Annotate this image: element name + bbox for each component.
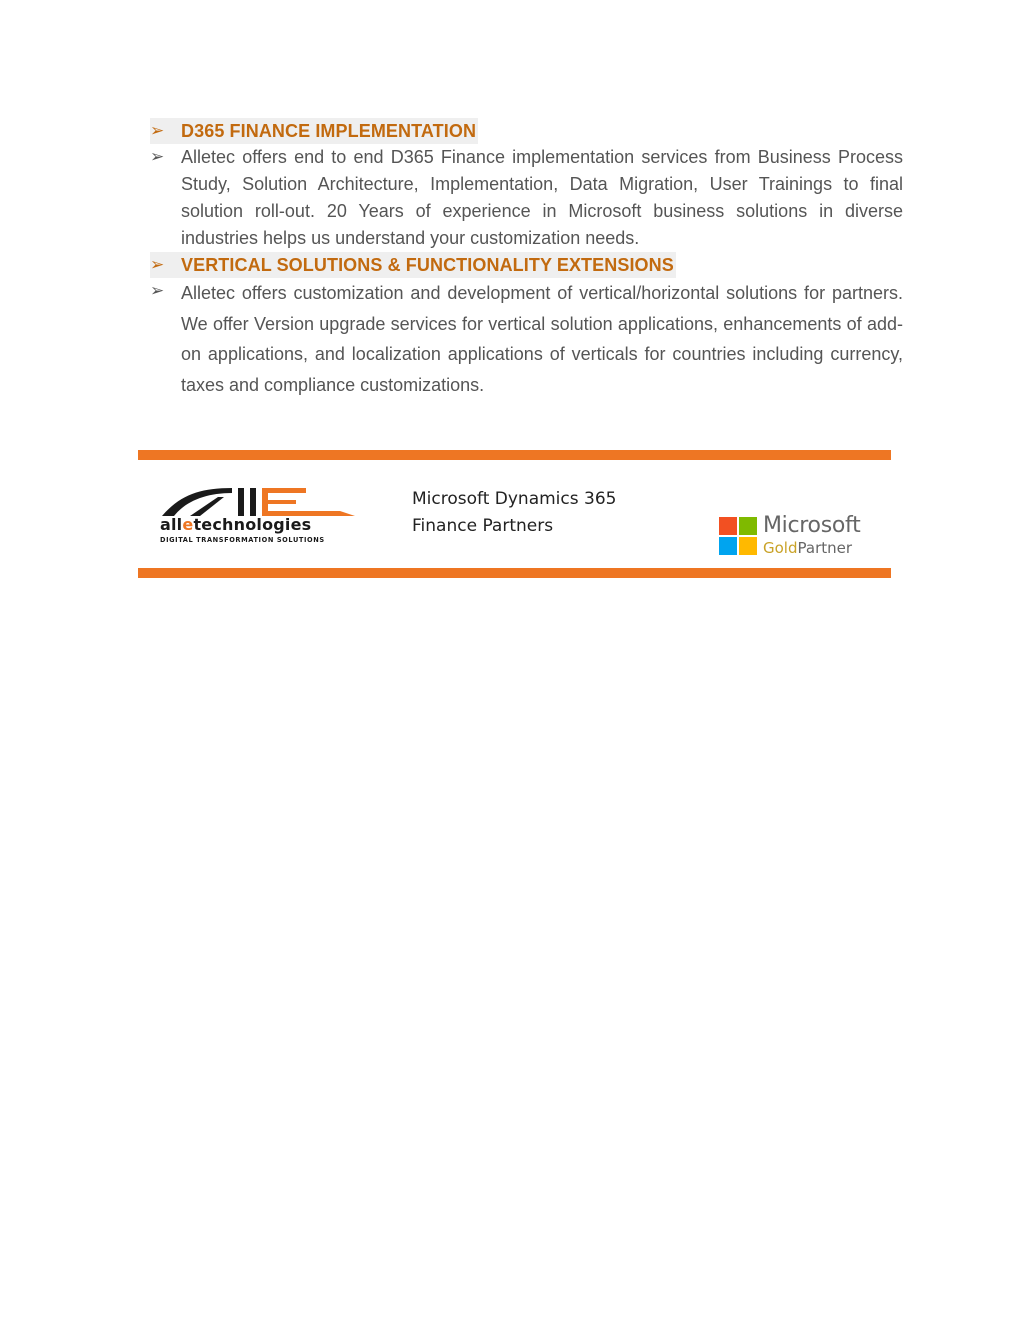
gold-partner-label: GoldPartner xyxy=(763,539,853,557)
ms-square-green xyxy=(739,517,757,535)
body-text: Alletec offers end to end D365 Finance implementation services from Business Process Study, Solution Architecture, Implementation, Data Migration, User Trainings to final solution roll-out. 20 Years of experience in Microsoft business solutions in diverse industries helps us understand your customization needs. xyxy=(181,147,903,248)
arrow-bullet-icon: ➢ xyxy=(150,281,165,301)
heading-text: VERTICAL SOLUTIONS & FUNCTIONALITY EXTENSIONS xyxy=(181,255,674,275)
microsoft-windows-icon xyxy=(719,517,757,555)
banner-bottom-bar xyxy=(138,568,891,578)
section-body-vertical-solutions xyxy=(150,278,903,400)
ms-square-red xyxy=(719,517,737,535)
alletec-logo-wordmark: alletechnologies xyxy=(160,515,312,534)
alletec-logo xyxy=(160,485,360,547)
banner-title-line2: Finance Partners xyxy=(412,516,554,536)
document-content xyxy=(150,118,903,400)
banner-top-bar xyxy=(138,450,891,460)
ms-square-blue xyxy=(719,537,737,555)
arrow-bullet-icon: ➢ xyxy=(150,121,165,141)
section-heading-vertical-solutions xyxy=(150,252,903,278)
banner-title-line1: Microsoft Dynamics 365 xyxy=(412,489,617,509)
section-heading-d365-finance xyxy=(150,118,903,144)
arrow-bullet-icon: ➢ xyxy=(150,147,165,167)
alletec-logo-tagline: DIGITAL TRANSFORMATION SOLUTIONS xyxy=(160,536,325,544)
alletec-logo-mark-icon xyxy=(160,485,360,517)
microsoft-gold-partner-logo xyxy=(719,513,879,559)
body-text: Alletec offers customization and development of vertical/horizontal solutions for partners. We offer Version upgrade services for vertical solution applications, enhancements of add-on applications, and localization applications of verticals for countries including currency, taxes and compliance customizations. xyxy=(181,283,903,395)
banner-title xyxy=(412,486,616,540)
section-body-d365-finance xyxy=(150,144,903,252)
microsoft-wordmark: Microsoft xyxy=(763,513,861,538)
partner-banner xyxy=(120,437,905,597)
heading-highlight xyxy=(150,252,676,278)
ms-square-yellow xyxy=(739,537,757,555)
arrow-bullet-icon: ➢ xyxy=(150,255,165,275)
heading-highlight xyxy=(150,118,478,144)
heading-text: D365 FINANCE IMPLEMENTATION xyxy=(181,121,477,141)
